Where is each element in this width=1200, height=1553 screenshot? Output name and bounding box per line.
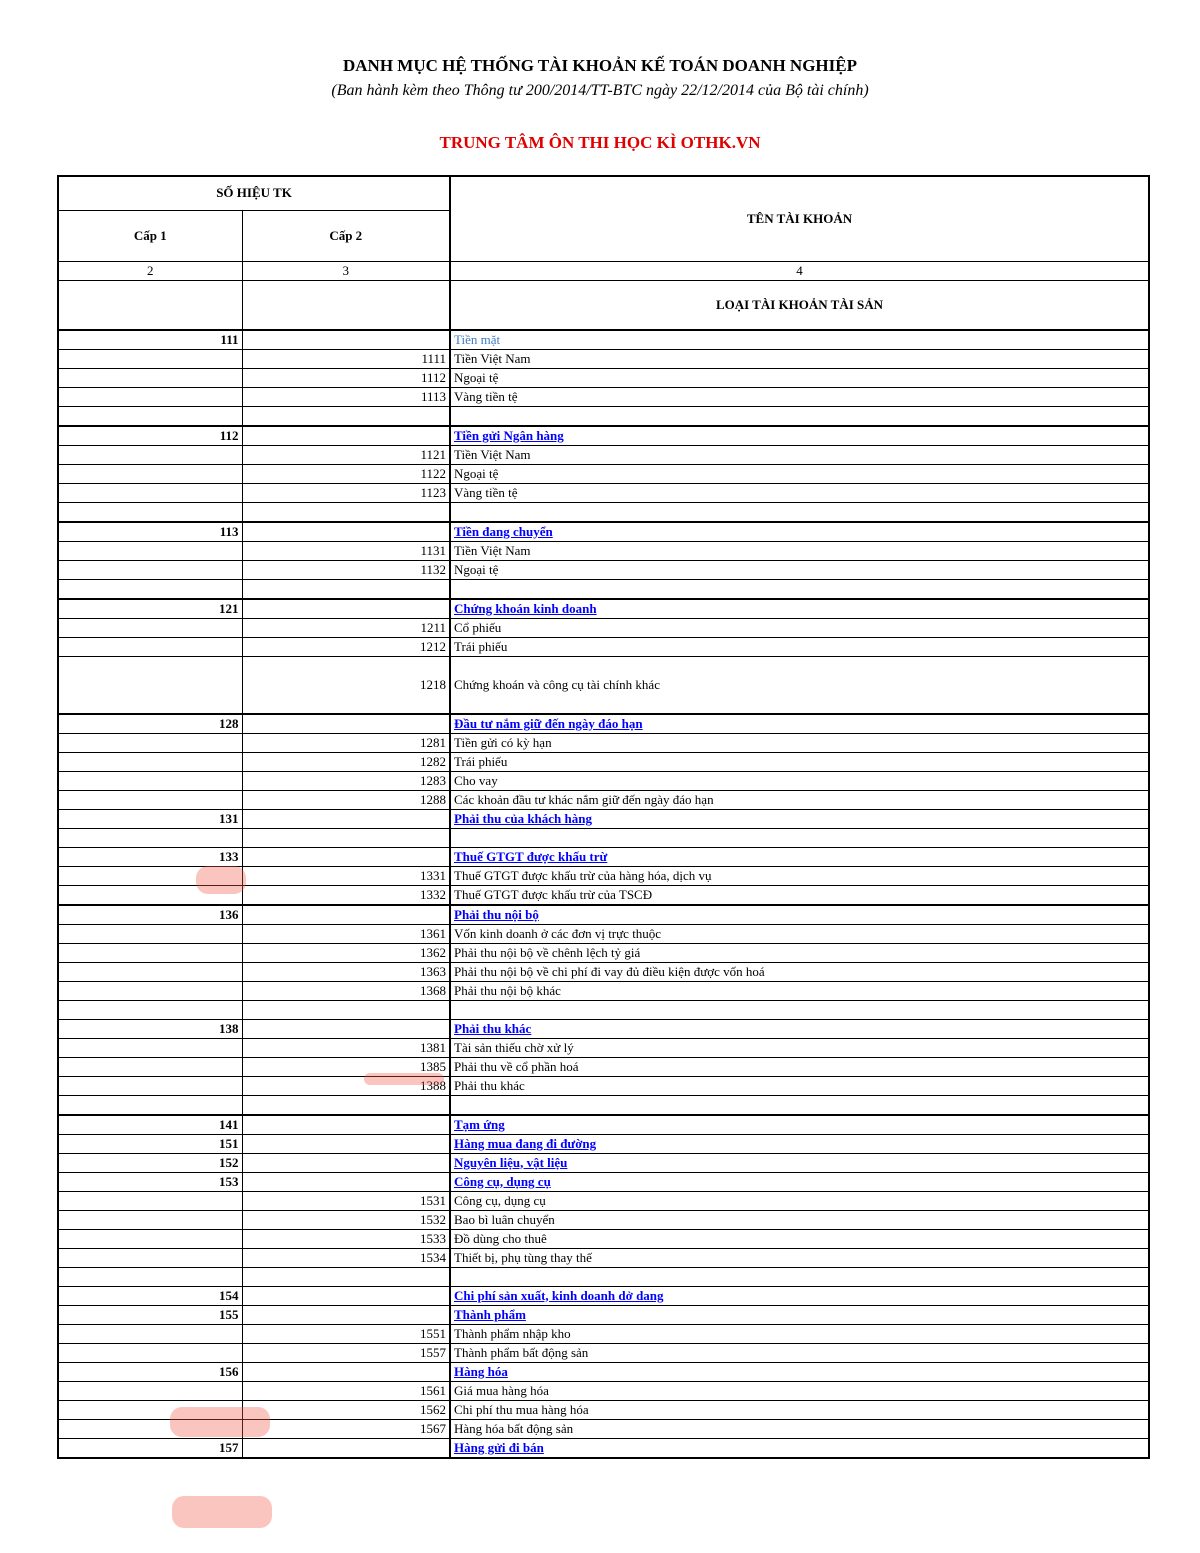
account-level2-cell: 1531	[242, 1191, 450, 1210]
account-level2-cell	[242, 579, 450, 599]
account-level2-cell: 1212	[242, 637, 450, 656]
loai-spacer-1	[58, 280, 242, 330]
account-level1-cell	[58, 1267, 242, 1286]
account-level1-cell	[58, 387, 242, 406]
account-level1-cell: 131	[58, 809, 242, 828]
table-row	[58, 1172, 1149, 1191]
table-row	[58, 1248, 1149, 1267]
account-name-cell	[450, 828, 1149, 847]
account-level2-cell: 1362	[242, 943, 450, 962]
account-name-cell: Giá mua hàng hóa	[450, 1381, 1149, 1400]
table-row	[58, 560, 1149, 579]
account-name-link[interactable]: Tiền gửi Ngân hàng	[450, 426, 1149, 446]
account-level1-cell	[58, 579, 242, 599]
account-name-cell: Trái phiếu	[450, 637, 1149, 656]
account-name-cell: Phải thu nội bộ về chênh lệch tỷ giá	[450, 943, 1149, 962]
account-level1-cell	[58, 1038, 242, 1057]
account-name-link[interactable]: Chứng khoán kinh doanh	[450, 599, 1149, 619]
account-name-cell: Cho vay	[450, 771, 1149, 790]
account-name-cell: Các khoản đầu tư khác nắm giữ đến ngày đáo hạn	[450, 790, 1149, 809]
account-level2-cell: 1211	[242, 618, 450, 637]
table-row	[58, 387, 1149, 406]
account-level1-cell	[58, 464, 242, 483]
account-level1-cell	[58, 656, 242, 714]
table-row	[58, 924, 1149, 943]
account-name-cell	[450, 1000, 1149, 1019]
account-level2-cell: 1363	[242, 962, 450, 981]
table-row	[58, 1153, 1149, 1172]
account-level2-cell: 1112	[242, 368, 450, 387]
table-row	[58, 809, 1149, 828]
cap2-header: Cấp 2	[242, 210, 450, 261]
account-level1-cell: 156	[58, 1362, 242, 1381]
col-number-2: 2	[58, 261, 242, 280]
account-name-cell: Phải thu nội bộ khác	[450, 981, 1149, 1000]
account-name-cell	[450, 502, 1149, 522]
account-name-link[interactable]: Hàng mua đang đi đường	[450, 1134, 1149, 1153]
account-name-cell	[450, 1267, 1149, 1286]
table-row	[58, 1076, 1149, 1095]
account-level2-cell: 1281	[242, 733, 450, 752]
account-level1-cell	[58, 1000, 242, 1019]
loai-spacer-2	[242, 280, 450, 330]
account-level1-cell: 136	[58, 905, 242, 925]
table-row	[58, 330, 1149, 350]
table-row	[58, 752, 1149, 771]
table-row	[58, 1095, 1149, 1115]
account-level1-cell: 138	[58, 1019, 242, 1038]
account-name-link[interactable]: Tiền đang chuyển	[450, 522, 1149, 542]
table-row	[58, 1057, 1149, 1076]
account-name-link[interactable]: Hàng gửi đi bán	[450, 1438, 1149, 1458]
account-level2-cell	[242, 599, 450, 619]
account-level1-cell: 121	[58, 599, 242, 619]
so-hieu-header: SỐ HIỆU TK	[58, 176, 450, 210]
account-level2-cell: 1567	[242, 1419, 450, 1438]
account-level1-cell	[58, 618, 242, 637]
account-name-cell: Thiết bị, phụ tùng thay thế	[450, 1248, 1149, 1267]
account-level2-cell: 1123	[242, 483, 450, 502]
account-level2-cell: 1532	[242, 1210, 450, 1229]
account-level1-cell: 157	[58, 1438, 242, 1458]
account-level2-cell: 1132	[242, 560, 450, 579]
table-row	[58, 790, 1149, 809]
account-level2-cell: 1283	[242, 771, 450, 790]
table-row	[58, 714, 1149, 734]
table-row	[58, 1438, 1149, 1458]
account-level1-cell	[58, 1248, 242, 1267]
account-level2-cell	[242, 714, 450, 734]
account-level2-cell	[242, 1019, 450, 1038]
account-level2-cell	[242, 1305, 450, 1324]
ten-tai-khoan-header: TÊN TÀI KHOẢN	[450, 176, 1149, 261]
account-level2-cell: 1282	[242, 752, 450, 771]
account-name-cell: Tiền Việt Nam	[450, 349, 1149, 368]
account-level1-cell: 112	[58, 426, 242, 446]
account-level1-cell	[58, 866, 242, 885]
table-row	[58, 483, 1149, 502]
account-level2-cell: 1131	[242, 541, 450, 560]
account-level2-cell: 1533	[242, 1229, 450, 1248]
account-level1-cell	[58, 483, 242, 502]
account-level1-cell: 152	[58, 1153, 242, 1172]
table-row	[58, 943, 1149, 962]
account-level1-cell	[58, 828, 242, 847]
account-level2-cell	[242, 1134, 450, 1153]
table-row	[58, 502, 1149, 522]
account-name-link[interactable]: Thành phẩm	[450, 1305, 1149, 1324]
table-row	[58, 771, 1149, 790]
account-name-link[interactable]: Phải thu khác	[450, 1019, 1149, 1038]
table-row	[58, 1000, 1149, 1019]
account-level1-cell	[58, 1095, 242, 1115]
account-level2-cell: 1288	[242, 790, 450, 809]
table-row	[58, 1324, 1149, 1343]
table-row	[58, 981, 1149, 1000]
table-row	[58, 464, 1149, 483]
loai-heading: LOẠI TÀI KHOẢN TÀI SẢN	[450, 280, 1149, 330]
account-name-cell	[450, 406, 1149, 426]
account-level2-cell: 1111	[242, 349, 450, 368]
account-level2-cell	[242, 809, 450, 828]
account-level2-cell: 1551	[242, 1324, 450, 1343]
account-level2-cell	[242, 406, 450, 426]
table-row	[58, 1134, 1149, 1153]
account-level2-cell: 1388	[242, 1076, 450, 1095]
account-level2-cell: 1534	[242, 1248, 450, 1267]
account-level2-cell	[242, 847, 450, 866]
account-level1-cell	[58, 1191, 242, 1210]
account-level1-cell	[58, 885, 242, 905]
table-row	[58, 847, 1149, 866]
table-row	[58, 579, 1149, 599]
account-level1-cell: 128	[58, 714, 242, 734]
table-row	[58, 368, 1149, 387]
account-level1-cell	[58, 349, 242, 368]
table-row	[58, 599, 1149, 619]
document-subtitle: (Ban hành kèm theo Thông tư 200/2014/TT-BTC ngày 22/12/2014 của Bộ tài chính)	[331, 82, 869, 99]
account-name-cell: Thuế GTGT được khấu trừ của TSCĐ	[450, 885, 1149, 905]
table-row	[58, 1191, 1149, 1210]
table-row	[58, 426, 1149, 446]
table-row	[58, 349, 1149, 368]
account-name-cell: Phải thu khác	[450, 1076, 1149, 1095]
account-level2-cell	[242, 330, 450, 350]
account-level1-cell	[58, 1400, 242, 1419]
account-level1-cell: 111	[58, 330, 242, 350]
account-level1-cell	[58, 962, 242, 981]
account-level1-cell	[58, 1381, 242, 1400]
account-level1-cell	[58, 1210, 242, 1229]
account-name-link[interactable]: Tạm ứng	[450, 1115, 1149, 1135]
account-level2-cell	[242, 1286, 450, 1305]
table-row	[58, 1019, 1149, 1038]
account-name-link[interactable]: Đầu tư nắm giữ đến ngày đáo hạn	[450, 714, 1149, 734]
account-name-cell: Cổ phiếu	[450, 618, 1149, 637]
account-level2-cell: 1381	[242, 1038, 450, 1057]
col-number-4: 4	[450, 261, 1149, 280]
table-row	[58, 637, 1149, 656]
account-level2-cell	[242, 1000, 450, 1019]
account-name-cell: Phải thu về cổ phần hoá	[450, 1057, 1149, 1076]
table-row	[58, 885, 1149, 905]
account-level1-cell	[58, 771, 242, 790]
table-row	[58, 656, 1149, 714]
table-row	[58, 541, 1149, 560]
table-row	[58, 1210, 1149, 1229]
account-level1-cell	[58, 1229, 242, 1248]
document-title: DANH MỤC HỆ THỐNG TÀI KHOẢN KẾ TOÁN DOANH NGHIỆP	[343, 56, 857, 75]
account-level2-cell	[242, 1172, 450, 1191]
account-name-link[interactable]: Chi phí sản xuất, kinh doanh dở dang	[450, 1286, 1149, 1305]
account-level2-cell: 1331	[242, 866, 450, 885]
account-level1-cell	[58, 752, 242, 771]
account-level1-cell	[58, 790, 242, 809]
table-row	[58, 618, 1149, 637]
account-level1-cell	[58, 502, 242, 522]
account-level1-cell: 154	[58, 1286, 242, 1305]
account-level2-cell: 1561	[242, 1381, 450, 1400]
table-row	[58, 866, 1149, 885]
account-level1-cell	[58, 1076, 242, 1095]
account-name-cell: Tiền mặt	[450, 330, 1149, 350]
account-level2-cell: 1122	[242, 464, 450, 483]
account-name-cell: Ngoại tệ	[450, 560, 1149, 579]
table-row	[58, 522, 1149, 542]
account-level2-cell: 1218	[242, 656, 450, 714]
account-name-cell: Thành phẩm nhập kho	[450, 1324, 1149, 1343]
account-name-cell: Ngoại tệ	[450, 464, 1149, 483]
account-level2-cell	[242, 1438, 450, 1458]
account-level1-cell: 113	[58, 522, 242, 542]
account-name-link[interactable]: Công cụ, dụng cụ	[450, 1172, 1149, 1191]
account-level1-cell	[58, 981, 242, 1000]
account-name-cell: Công cụ, dụng cụ	[450, 1191, 1149, 1210]
account-name-cell: Tài sản thiếu chờ xử lý	[450, 1038, 1149, 1057]
account-name-cell: Ngoại tệ	[450, 368, 1149, 387]
account-level1-cell	[58, 1057, 242, 1076]
table-row	[58, 1343, 1149, 1362]
account-name-cell: Vàng tiền tệ	[450, 483, 1149, 502]
account-level1-cell	[58, 1419, 242, 1438]
table-row	[58, 1286, 1149, 1305]
table-row	[58, 406, 1149, 426]
account-level2-cell	[242, 1115, 450, 1135]
account-level1-cell	[58, 541, 242, 560]
table-row	[58, 1400, 1149, 1419]
table-row	[58, 905, 1149, 925]
table-row	[58, 962, 1149, 981]
table-row	[58, 1267, 1149, 1286]
account-level1-cell	[58, 1343, 242, 1362]
account-level2-cell: 1113	[242, 387, 450, 406]
account-level1-cell	[58, 924, 242, 943]
account-level2-cell: 1361	[242, 924, 450, 943]
account-name-cell: Đồ dùng cho thuê	[450, 1229, 1149, 1248]
account-level1-cell	[58, 1324, 242, 1343]
table-row	[58, 1381, 1149, 1400]
account-level2-cell	[242, 1362, 450, 1381]
account-level1-cell: 155	[58, 1305, 242, 1324]
account-name-cell: Vốn kinh doanh ở các đơn vị trực thuộc	[450, 924, 1149, 943]
account-name-cell	[450, 579, 1149, 599]
account-level1-cell	[58, 368, 242, 387]
cap1-header: Cấp 1	[58, 210, 242, 261]
account-name-cell: Tiền Việt Nam	[450, 541, 1149, 560]
account-level2-cell	[242, 1267, 450, 1286]
account-level1-cell	[58, 637, 242, 656]
table-row	[58, 445, 1149, 464]
account-level2-cell: 1562	[242, 1400, 450, 1419]
table-row	[58, 1362, 1149, 1381]
account-level2-cell	[242, 1095, 450, 1115]
table-row	[58, 1115, 1149, 1135]
account-level2-cell	[242, 522, 450, 542]
account-level2-cell: 1385	[242, 1057, 450, 1076]
account-level1-cell	[58, 733, 242, 752]
account-name-cell	[450, 1095, 1149, 1115]
account-level2-cell	[242, 426, 450, 446]
account-level1-cell: 133	[58, 847, 242, 866]
account-name-cell: Bao bì luân chuyển	[450, 1210, 1149, 1229]
table-row	[58, 1229, 1149, 1248]
table-row	[58, 1038, 1149, 1057]
account-level2-cell: 1368	[242, 981, 450, 1000]
account-name-cell: Chứng khoán và công cụ tài chính khác	[450, 656, 1149, 714]
table-row	[58, 733, 1149, 752]
account-level2-cell	[242, 502, 450, 522]
highlight-mark-157	[172, 1496, 272, 1528]
table-row	[58, 828, 1149, 847]
account-name-cell: Trái phiếu	[450, 752, 1149, 771]
account-level1-cell	[58, 943, 242, 962]
account-level2-cell: 1332	[242, 885, 450, 905]
account-name-cell: Hàng hóa bất động sản	[450, 1419, 1149, 1438]
table-row	[58, 1419, 1149, 1438]
account-name-link[interactable]: Hàng hóa	[450, 1362, 1149, 1381]
account-level1-cell: 153	[58, 1172, 242, 1191]
account-name-cell: Thành phẩm bất động sản	[450, 1343, 1149, 1362]
account-table	[57, 175, 1150, 1459]
account-name-cell: Phải thu nội bộ về chi phí đi vay đủ điều kiện được vốn hoá	[450, 962, 1149, 981]
account-name-link[interactable]: Nguyên liệu, vật liệu	[450, 1153, 1149, 1172]
brand-heading: TRUNG TÂM ÔN THI HỌC KÌ OTHK.VN	[439, 133, 761, 152]
account-name-cell: Chi phí thu mua hàng hóa	[450, 1400, 1149, 1419]
account-level2-cell	[242, 1153, 450, 1172]
account-name-link[interactable]: Thuế GTGT được khấu trừ	[450, 847, 1149, 866]
account-name-cell: Vàng tiền tệ	[450, 387, 1149, 406]
table-row	[58, 1305, 1149, 1324]
account-name-link[interactable]: Phải thu của khách hàng	[450, 809, 1149, 828]
account-level2-cell	[242, 828, 450, 847]
col-number-3: 3	[242, 261, 450, 280]
account-name-cell: Thuế GTGT được khấu trừ của hàng hóa, dịch vụ	[450, 866, 1149, 885]
account-level2-cell	[242, 905, 450, 925]
account-level1-cell	[58, 406, 242, 426]
account-level1-cell: 151	[58, 1134, 242, 1153]
account-level1-cell: 141	[58, 1115, 242, 1135]
account-level2-cell: 1557	[242, 1343, 450, 1362]
account-name-cell: Tiền Việt Nam	[450, 445, 1149, 464]
account-name-link[interactable]: Phải thu nội bộ	[450, 905, 1149, 925]
account-level1-cell	[58, 560, 242, 579]
account-name-cell: Tiền gửi có kỳ hạn	[450, 733, 1149, 752]
account-level2-cell: 1121	[242, 445, 450, 464]
account-level1-cell	[58, 445, 242, 464]
